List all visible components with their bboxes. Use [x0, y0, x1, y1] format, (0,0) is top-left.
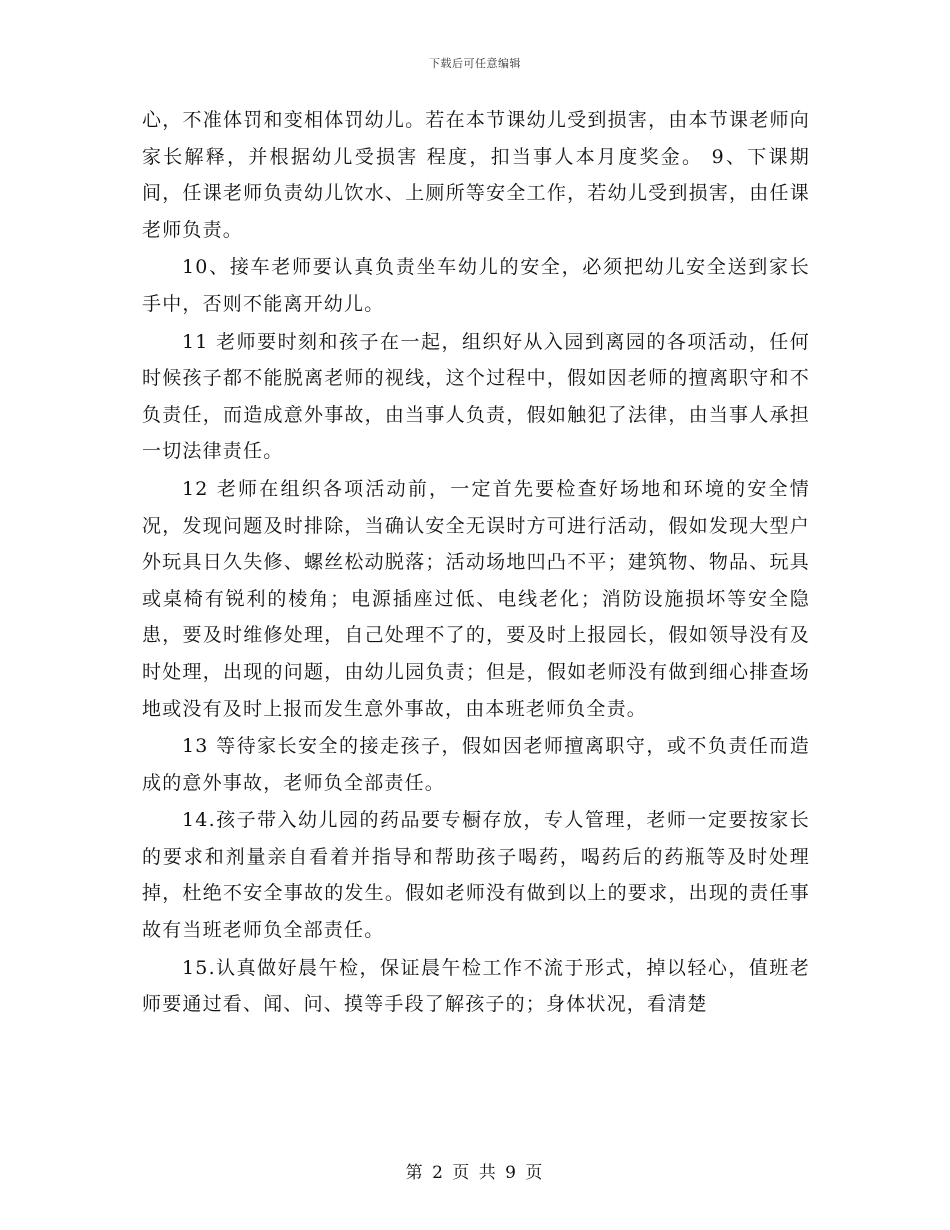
paragraph-item-10: 10、接车老师要认真负责坐车幼儿的安全，必须把幼儿安全送到家长手中，否则不能离开幼儿。 [142, 256, 810, 315]
paragraph-continuation: 心，不准体罚和变相体罚幼儿。若在本节课幼儿受到损害，由本节课老师向家长解释，并根据幼儿受损害 程度，扣当事人本月度奖金。 9、下课期间，任课老师负责幼儿饮水、上厕所等安全工作，若幼儿受到损害，由任课老师负责。 [142, 109, 810, 241]
paragraph-item-15: 15.认真做好晨午检，保证晨午检工作不流于形式，掉以轻心，值班老师要通过看、闻、问、摸等手段了解孩子的；身体状况，看清楚 [142, 956, 810, 1016]
paragraph-item-12: 12 老师在组织各项活动前，一定首先要检查好场地和环境的安全情况，发现问题及时排除，当确认安全无误时方可进行活动，假如发现大型户外玩具日久失修、螺丝松动脱落；活动场地凹凸不平；建筑物、物品、玩具或桌椅有锐利的棱角；电源插座过低、电线老化；消防设施损坏等安全隐患，要及时维修处理，自己处理不了的，要及时上报园长，假如领导没有及时处理，出现的问题，由幼儿园负责；但是，假如老师没有做到细心排查场地或没有及时上报而发生意外事故，由本班老师负全责。 [142, 477, 810, 720]
page-number-footer: 第 2 页 共 9 页 [405, 1163, 545, 1183]
paragraph-item-14: 14.孩子带入幼儿园的药品要专橱存放，专人管理，老师一定要按家长的要求和剂量亲自看着并指导和帮助孩子喝药，喝药后的药瓶等及时处理掉，杜绝不安全事故的发生。假如老师没有做到以上的要求，出现的责任事故有当班老师负全部责任。 [142, 809, 810, 942]
document-body [142, 102, 810, 1024]
page-header: 下载后可任意编辑 [429, 57, 521, 70]
paragraph-item-11: 11 老师要时刻和孩子在一起，组织好从入园到离园的各项活动，任何时候孩子都不能脱离老师的视线，这个过程中，假如因老师的擅离职守和不负责任，而造成意外事故，由当事人负责，假如触犯了法律，由当事人承担一切法律责任。 [142, 330, 810, 463]
paragraph-item-13: 13 等待家长安全的接走孩子，假如因老师擅离职守，或不负责任而造成的意外事故，老师负全部责任。 [142, 735, 810, 794]
